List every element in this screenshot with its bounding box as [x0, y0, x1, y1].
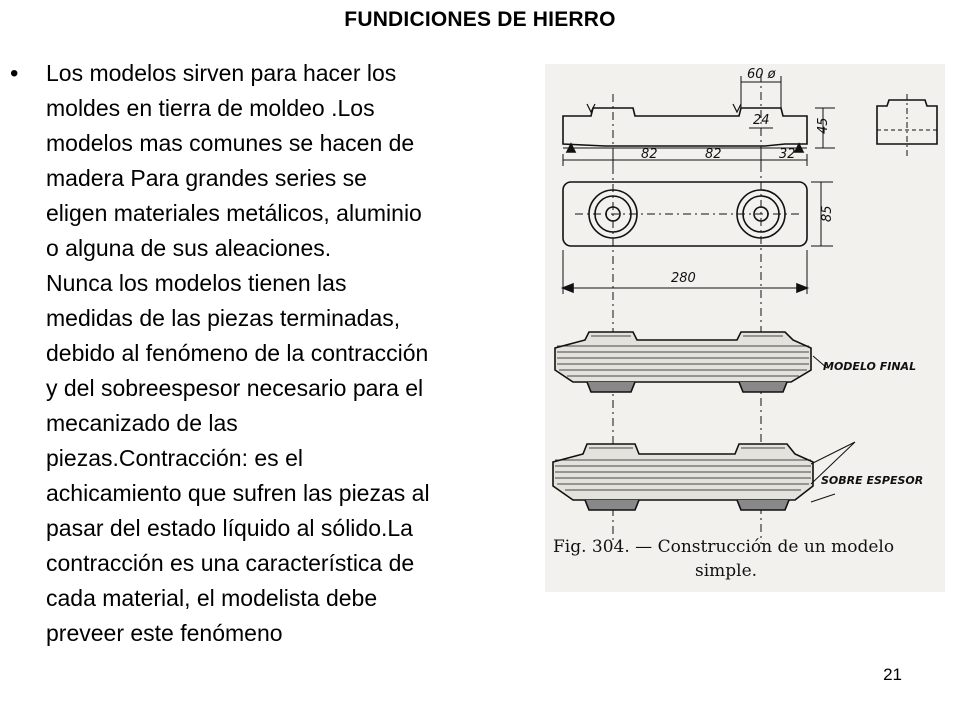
elevation-outline	[563, 108, 807, 146]
dim-82b: 82	[705, 147, 722, 162]
dim-45: 45	[816, 117, 831, 134]
label-sobre-espesor: SOBRE ESPESOR	[821, 474, 924, 487]
dim-85: 85	[820, 205, 835, 222]
bullet-text: Los modelos sirven para hacer los moldes en tierra de moldeo .Los modelos mas comunes se hacen de madera Para grandes series se eligen materiales metálicos, aluminio o alguna de sus aleaciones. Nunca los modelos tienen las medidas de las piezas terminadas, debido al fenómeno de la contracción y del sobreespesor necesario para el mecanizado de las piezas.Contracción: es el achicamiento que sufren las piezas al pasar del estado líquido al sólido.La contracción es una característica de cada material, el modelista debe preveer este fenómeno	[46, 60, 430, 646]
modelo-final-view	[555, 332, 827, 392]
figure-caption-line2: simple.	[695, 561, 758, 581]
dim-82a: 82	[641, 147, 658, 162]
figure-casting-model	[545, 64, 945, 592]
dim-60: 60 ø	[747, 67, 776, 82]
dim-24: 24	[753, 113, 770, 128]
technical-drawing	[545, 64, 945, 592]
slide-title: FUNDICIONES DE HIERRO	[344, 8, 616, 31]
bullet-dot: •	[10, 60, 19, 87]
sobre-espesor-view	[553, 442, 855, 510]
dim-280: 280	[671, 271, 696, 286]
page-number: 21	[883, 665, 902, 684]
dim-32: 32	[779, 147, 796, 162]
label-modelo-final: MODELO FINAL	[823, 360, 917, 373]
figure-caption-line1: Fig. 304. — Construcción de un modelo	[553, 537, 895, 557]
